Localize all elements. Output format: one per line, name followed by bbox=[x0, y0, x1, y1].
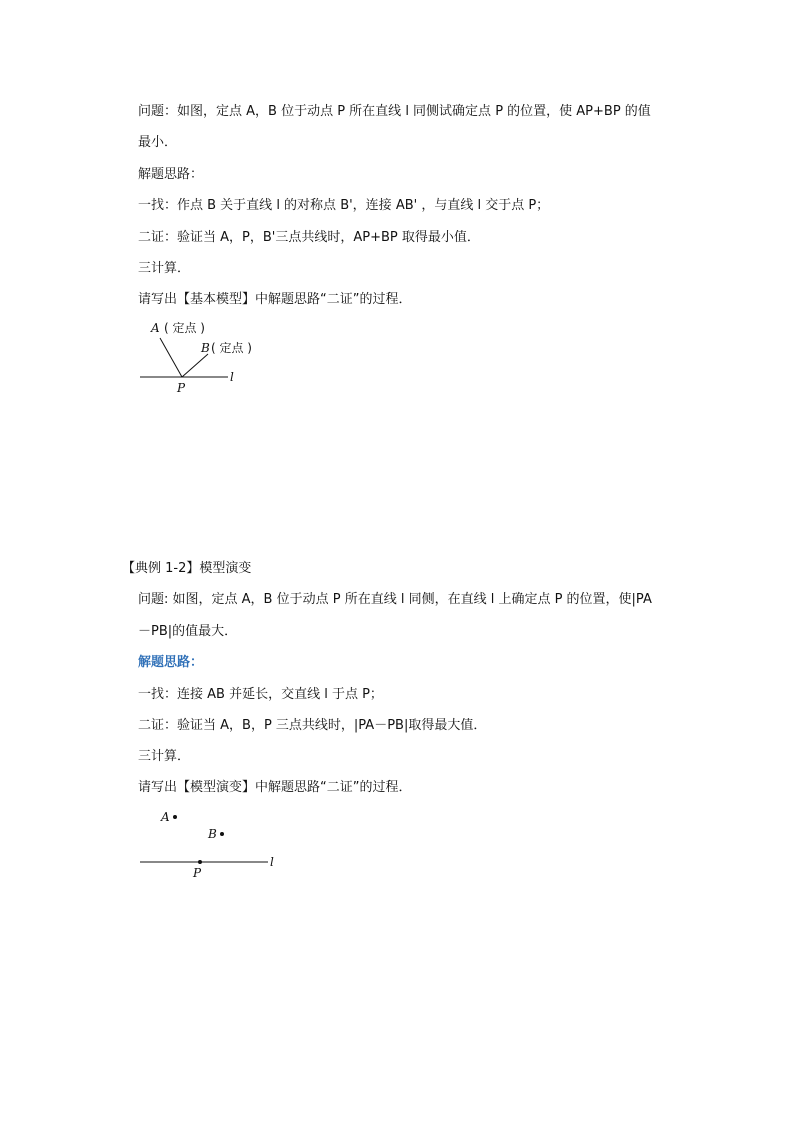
label-A: A bbox=[161, 810, 170, 824]
approach2-step3: 三计算． bbox=[138, 749, 191, 764]
task2: 请写出【模型演变】中解题思路“二证”的过程． bbox=[138, 780, 412, 795]
label-B: B bbox=[208, 827, 217, 841]
task1: 请写出【基本模型】中解题思路“二证”的过程． bbox=[138, 292, 412, 307]
approach2-title: 解题思路： bbox=[138, 655, 204, 670]
section2-header: 【典例 1-2】模型演变 bbox=[122, 561, 252, 576]
label-P: P bbox=[193, 866, 202, 880]
point-P bbox=[198, 860, 202, 864]
point-A bbox=[173, 815, 177, 819]
label-A-note: ( 定点 ) bbox=[164, 321, 205, 335]
point-B bbox=[220, 832, 224, 836]
figure-basic-model bbox=[130, 312, 280, 402]
segment-BP bbox=[182, 354, 208, 377]
approach1-title: 解题思路： bbox=[138, 167, 204, 182]
segment-AP bbox=[160, 338, 182, 377]
problem2-line1: 问题: 如图，定点 A，B 位于动点 P 所在直线 l 同侧，在直线 l 上确定点 P 的位置，使|PA bbox=[138, 592, 652, 607]
problem2-line2: －PB|的值最大． bbox=[138, 624, 238, 639]
approach1-step2: 二证：验证当 A，P，B'三点共线时，AP+BP 取得最小值． bbox=[138, 230, 480, 245]
label-B: B bbox=[201, 341, 210, 355]
approach1-step3: 三计算． bbox=[138, 261, 191, 276]
label-l: l bbox=[270, 855, 274, 869]
label-B-note: ( 定点 ) bbox=[211, 341, 252, 355]
approach1-step1: 一找：作点 B 关于直线 l 的对称点 B'，连接 AB' ，与直线 l 交于点 P； bbox=[138, 198, 550, 213]
problem1-line1: 问题：如图，定点 A，B 位于动点 P 所在直线 l 同侧试确定点 P 的位置，使 AP+BP 的值 bbox=[138, 104, 651, 119]
approach2-step2: 二证：验证当 A，B，P 三点共线时，|PA－PB|取得最大值． bbox=[138, 718, 487, 733]
label-A: A bbox=[151, 321, 160, 335]
problem1-line2: 最小． bbox=[138, 135, 178, 150]
label-P: P bbox=[177, 381, 186, 395]
figure-model-variant bbox=[130, 804, 290, 884]
approach2-step1: 一找：连接 AB 并延长，交直线 l 于点 P； bbox=[138, 687, 383, 702]
label-l: l bbox=[230, 370, 234, 384]
